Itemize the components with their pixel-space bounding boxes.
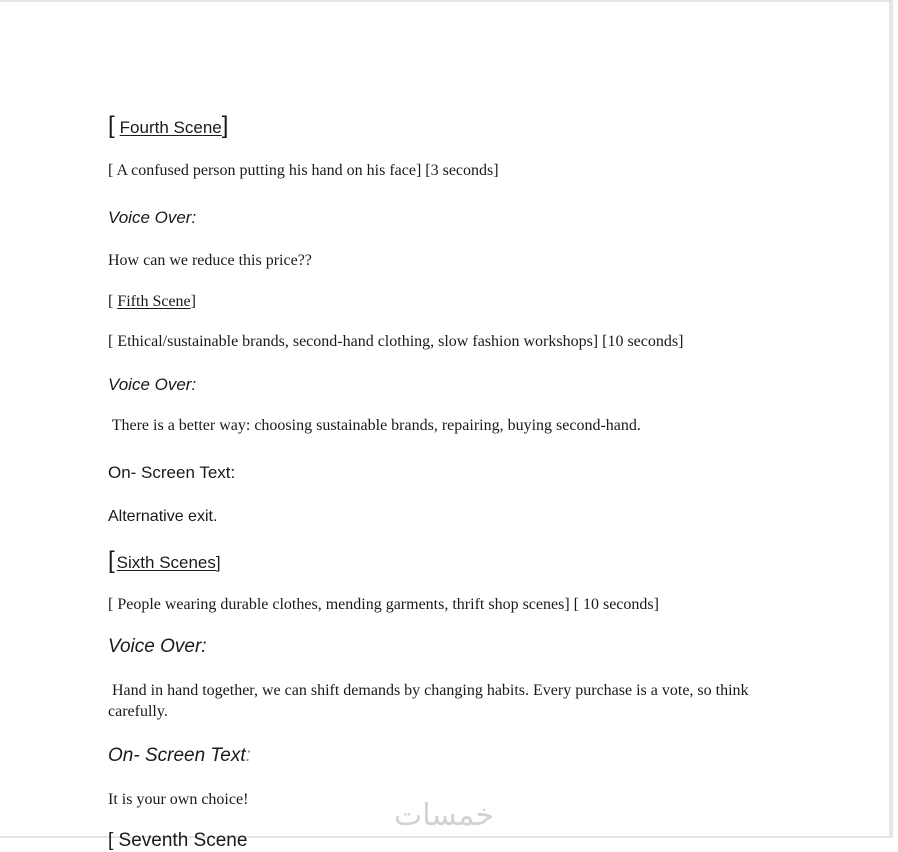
scene-description: [ A confused person putting his hand on his face] [3 seconds] [108,162,499,179]
voice-over-text: Hand in hand together, we can shift demands by changing habits. Every purchase is a vote, so think carefully. [108,682,753,720]
voice-over-text: How can we reduce this price?? [108,252,312,269]
open-bracket: [ [108,112,115,139]
scene-heading-fourth [108,114,228,138]
open-bracket: [ [108,293,114,310]
open-bracket: [ [108,547,115,574]
scene-heading-sixth [108,549,221,573]
scene-heading-fifth [108,293,196,311]
scene-title: Fourth Scene [119,118,222,137]
scene-heading-seventh-partial: [ Seventh Scene [108,830,248,851]
label-colon: : [245,745,251,766]
close-bracket: ] [190,293,196,310]
voice-over-label: Voice Over: [108,208,197,227]
voice-over-text: There is a better way: choosing sustainable brands, repairing, buying second-hand. [108,417,641,434]
scene-description: [ Ethical/sustainable brands, second-hand clothing, slow fashion workshops] [10 seconds] [108,333,684,350]
label-text: On- Screen Text [108,745,246,766]
scene-title: Fifth Scene [117,293,191,310]
on-screen-text-label [108,745,251,767]
on-screen-text: It is your own choice! [108,791,249,808]
scene-title: Sixth Scenes [116,553,216,572]
scene-description: [ People wearing durable clothes, mending garments, thrift shop scenes] [ 10 seconds] [108,596,659,613]
voice-over-label: Voice Over: [108,375,197,394]
on-screen-text: Alternative exit. [108,508,218,525]
close-bracket: ] [215,553,221,572]
voice-over-label: Voice Over: [108,636,207,657]
watermark-logo: خمسات [394,798,495,833]
on-screen-text-label: On- Screen Text: [108,463,236,482]
close-bracket: ] [221,112,229,139]
